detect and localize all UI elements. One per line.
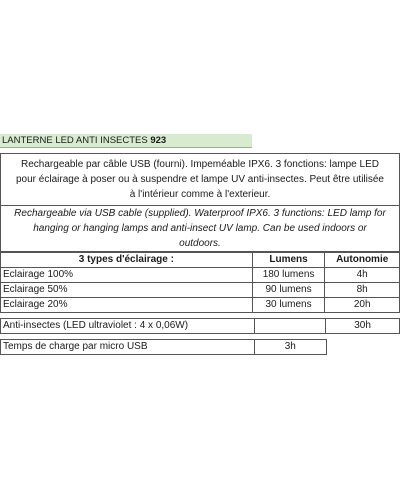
product-title-text: LANTERNE LED ANTI INSECTES [2,135,148,146]
lighting-mode-cell: Eclairage 50% [1,283,253,298]
lumens-cell: 90 lumens [252,283,325,298]
header-lighting-types: 3 types d'éclairage : [1,253,253,268]
header-lumens: Lumens [252,253,325,268]
anti-insect-empty-cell [254,319,326,334]
description-french [0,153,400,206]
product-title [0,134,252,148]
charge-time-table [0,339,400,355]
description-english-line: Rechargeable via USB cable (supplied). Waterproof IPX6. 3 functions: LED lamp for [14,208,386,219]
autonomy-cell: 8h [325,283,400,298]
table-header-row [1,253,400,268]
lumens-cell: 180 lumens [252,268,325,283]
autonomy-cell: 20h [325,298,400,313]
charge-time-label: Temps de charge par micro USB [1,340,255,355]
lighting-modes-table [0,252,400,313]
description-english-line: hanging or hanging lamps and anti-insect UV lamp. Can be used indoors or [33,223,367,234]
table-row [1,319,400,334]
product-model-number: 923 [150,135,167,146]
table-row [1,268,400,283]
table-row [1,283,400,298]
anti-insect-label: Anti-insectes (LED ultraviolet : 4 x 0,06W) [1,319,255,334]
charge-time-value: 3h [254,340,326,355]
description-english [0,206,400,252]
charge-time-spacer [326,340,400,355]
table-row [1,340,400,355]
anti-insect-autonomy: 30h [326,319,400,334]
anti-insect-table [0,318,400,334]
table-row [1,298,400,313]
description-french-line: à l'intérieur comme à l'exterieur. [129,189,271,200]
description-english-line: outdoors. [179,238,221,249]
lumens-cell: 30 lumens [252,298,325,313]
autonomy-cell: 4h [325,268,400,283]
lighting-mode-cell: Eclairage 20% [1,298,253,313]
description-french-line: pour éclairage à poser ou à suspendre et lampe UV anti-insectes. Peut être utilisée [16,174,384,185]
lighting-mode-cell: Eclairage 100% [1,268,253,283]
header-autonomy: Autonomie [325,253,400,268]
description-french-line: Rechargeable par câble USB (fourni). Impeméable IPX6. 3 fonctions: lampe LED [21,159,379,170]
